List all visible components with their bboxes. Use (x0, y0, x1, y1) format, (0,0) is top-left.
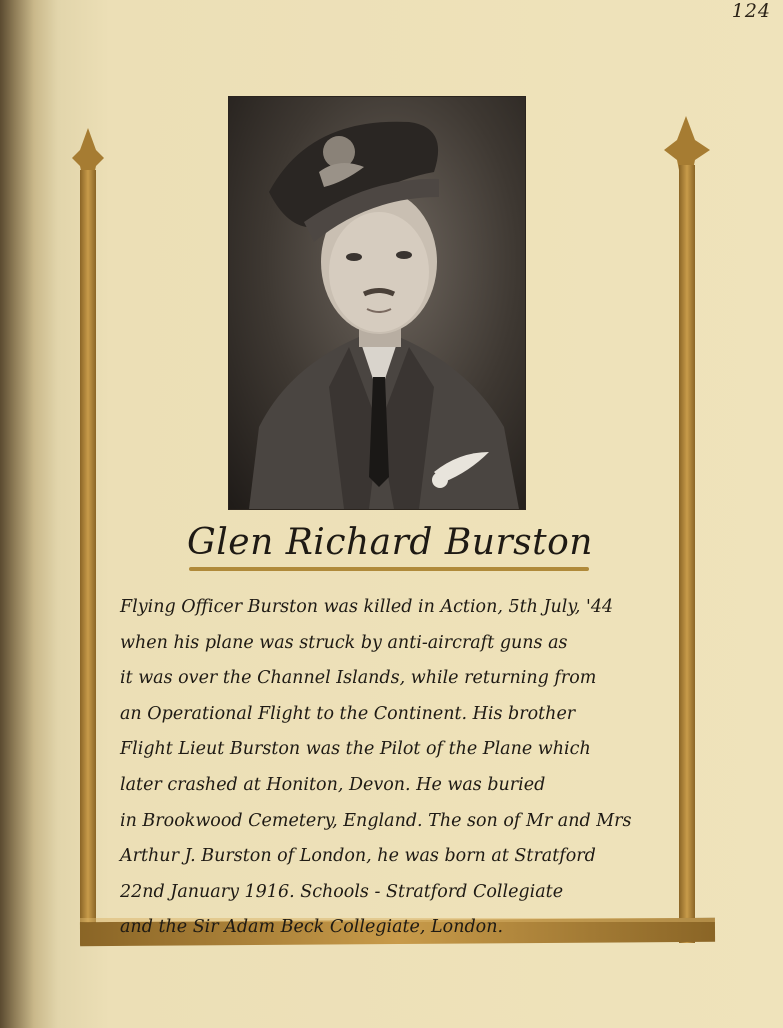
memorial-text (120, 590, 690, 946)
memorial-text-line: Flight Lieut Burston was the Pilot of the Plane which (120, 739, 591, 760)
memorial-text-line: it was over the Channel Islands, while returning from (120, 668, 597, 689)
page-number: 124 (731, 0, 771, 22)
memorial-text-line: an Operational Flight to the Continent. His brother (120, 703, 576, 724)
memorial-text-line: in Brookwood Cemetery, England. The son of Mr and Mrs (120, 810, 632, 831)
memorial-text-line: and the Sir Adam Beck Collegiate, London. (120, 917, 504, 938)
memorial-text-line: when his plane was struck by anti-aircraft guns as (120, 632, 568, 653)
memorial-text-line: later crashed at Honiton, Devon. He was buried (120, 774, 546, 795)
right-finial-icon (664, 116, 710, 170)
memorial-text-line: Arthur J. Burston of London, he was born at Stratford (120, 846, 596, 867)
portrait-photo (229, 97, 525, 509)
memorial-text-line: 22nd January 1916. Schools - Stratford Collegiate (120, 881, 564, 902)
portrait-photo-icon (229, 97, 525, 509)
left-border-bar (80, 170, 96, 945)
memorial-text-line: Flying Officer Burston was killed in Action, 5th July, '44 (120, 597, 614, 617)
name-underline (189, 567, 589, 571)
memorial-name-heading: Glen Richard Burston (187, 522, 593, 563)
left-finial-icon (72, 128, 104, 175)
